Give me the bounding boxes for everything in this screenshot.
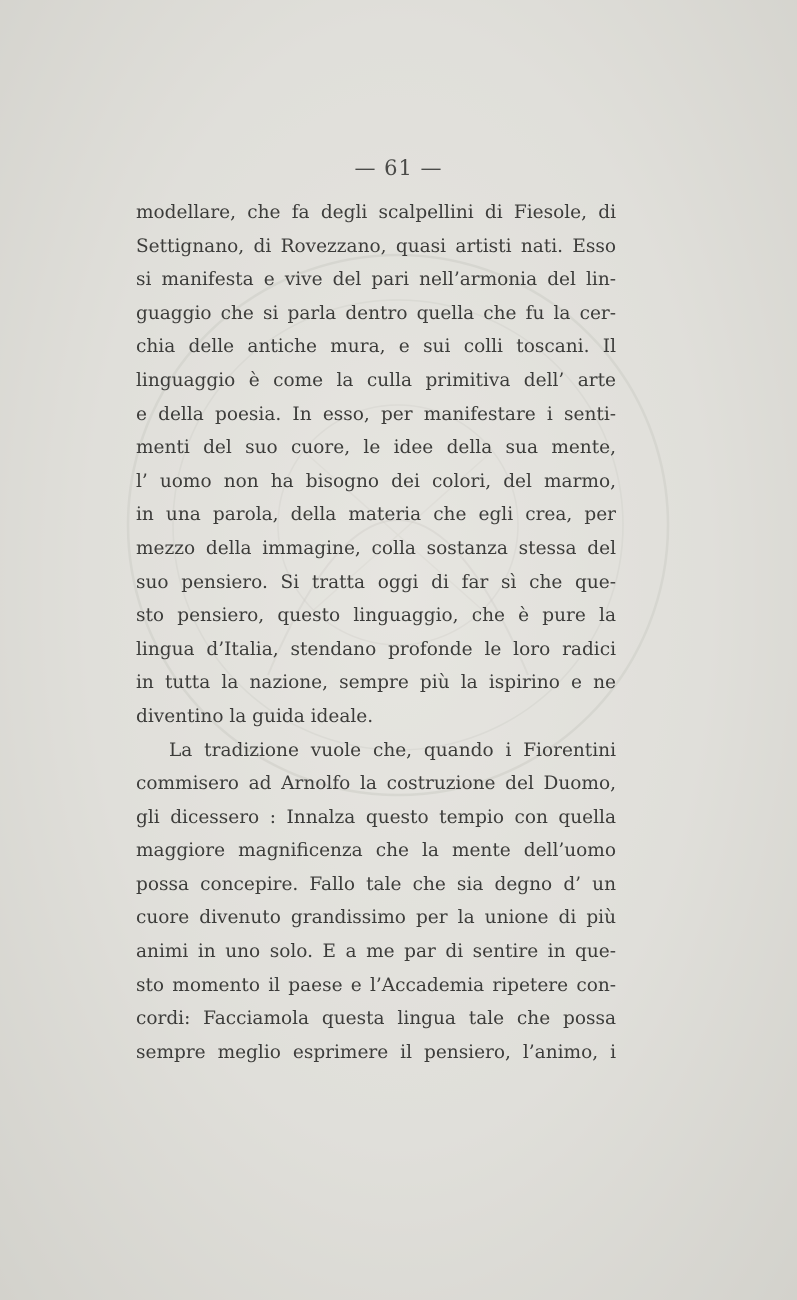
text-line: e della poesia. In esso, per manifestare i senti-	[136, 403, 616, 425]
text-line: animi in uno solo. E a me par di sentire in que-	[136, 941, 616, 963]
text-line: si manifesta e vive del pari nell’armonia del lin-	[136, 269, 616, 291]
text-line: Settignano, di Rovezzano, quasi artisti nati. Esso	[136, 235, 616, 257]
text-line: sempre meglio esprimere il pensiero, l’animo, i	[136, 1041, 616, 1063]
text-line: sto momento il paese e l’Accademia ripetere con-	[136, 974, 616, 996]
text-line: l’ uomo non ha bisogno dei colori, del marmo,	[136, 470, 616, 492]
text-line: cordi: Facciamola questa lingua tale che possa	[136, 1008, 616, 1030]
page-number: — 61 —	[354, 156, 443, 180]
text-line: sto pensiero, questo linguaggio, che è pure la	[136, 605, 616, 627]
text-line: maggiore magnificenza che la mente dell’uomo	[136, 840, 616, 862]
text-line: commisero ad Arnolfo la costruzione del Duomo,	[136, 773, 616, 795]
text-line: La tradizione vuole che, quando i Fiorentini	[169, 739, 616, 761]
text-line: menti del suo cuore, le idee della sua mente,	[136, 437, 616, 459]
text-line: diventino la guida ideale.	[136, 705, 374, 727]
text-line: in una parola, della materia che egli crea, per	[136, 504, 616, 526]
text-line: chia delle antiche mura, e sui colli toscani. Il	[136, 336, 616, 358]
text-line: suo pensiero. Si tratta oggi di far sì che que-	[136, 571, 616, 593]
text-line: lingua d’Italia, stendano profonde le loro radici	[136, 638, 616, 660]
text-line: guaggio che si parla dentro quella che fu la cer-	[136, 302, 616, 324]
text-line: in tutta la nazione, sempre più la ispirino e ne	[136, 672, 616, 694]
text-line: gli dicessero : Innalza questo tempio con quella	[136, 806, 616, 828]
text-line: mezzo della immagine, colla sostanza stessa del	[136, 537, 616, 559]
text-line: linguaggio è come la culla primitiva dell’ arte	[136, 369, 616, 391]
text-line: possa concepire. Fallo tale che sia degno d’ un	[136, 873, 616, 895]
text-line: modellare, che fa degli scalpellini di Fiesole, di	[136, 202, 616, 223]
paragraph-1	[136, 196, 616, 734]
paragraph-2	[136, 734, 616, 1070]
body-text	[136, 196, 616, 1069]
text-line: cuore divenuto grandissimo per la unione di più	[136, 907, 616, 929]
